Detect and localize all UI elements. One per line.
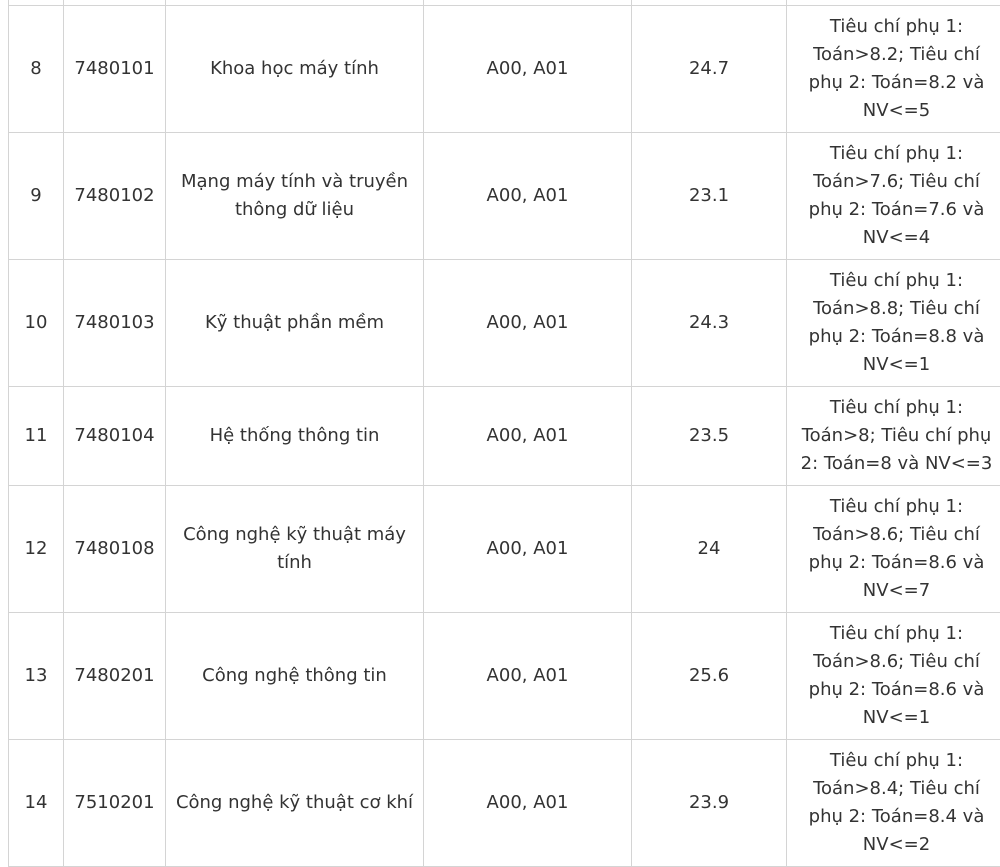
admission-score-cell: 24.7 — [632, 6, 787, 133]
major-code-cell: 7480104 — [64, 387, 166, 486]
criteria-cell: Tiêu chí phụ 1: Toán>8.6; Tiêu chí phụ 2: Toán=8.6 và NV<=1 — [787, 613, 1000, 740]
criteria-cell: Tiêu chí phụ 1: Toán>8.8; Tiêu chí phụ 2: Toán=8.8 và NV<=1 — [787, 260, 1000, 387]
admission-score-cell: 24.3 — [632, 260, 787, 387]
stt-cell: 8 — [9, 6, 64, 133]
table-row — [9, 486, 1000, 613]
major-name-cell: Mạng máy tính và truyền thông dữ liệu — [166, 133, 424, 260]
major-name-cell: Kỹ thuật phần mềm — [166, 260, 424, 387]
subject-combination-cell: A00, A01 — [424, 260, 632, 387]
major-name-cell: Công nghệ kỹ thuật cơ khí — [166, 740, 424, 867]
admission-scores-table — [8, 0, 1000, 867]
subject-combination-cell: A00, A01 — [424, 740, 632, 867]
stt-cell: 14 — [9, 740, 64, 867]
stt-cell: 9 — [9, 133, 64, 260]
stt-cell: 12 — [9, 486, 64, 613]
major-name-cell: Hệ thống thông tin — [166, 387, 424, 486]
subject-combination-cell: A00, A01 — [424, 387, 632, 486]
criteria-cell: Tiêu chí phụ 1: Toán>8.6; Tiêu chí phụ 2: Toán=8.6 và NV<=7 — [787, 486, 1000, 613]
criteria-cell: Tiêu chí phụ 1: Toán>8; Tiêu chí phụ 2: Toán=8 và NV<=3 — [787, 387, 1000, 486]
major-code-cell: 7480102 — [64, 133, 166, 260]
admission-score-cell: 23.5 — [632, 387, 787, 486]
admission-score-cell: 23.1 — [632, 133, 787, 260]
admission-score-cell: 24 — [632, 486, 787, 613]
major-code-cell: 7510201 — [64, 740, 166, 867]
subject-combination-cell: A00, A01 — [424, 6, 632, 133]
admission-score-cell: 23.9 — [632, 740, 787, 867]
subject-combination-cell: A00, A01 — [424, 133, 632, 260]
criteria-cell: Tiêu chí phụ 1: Toán>8.4; Tiêu chí phụ 2: Toán=8.4 và NV<=2 — [787, 740, 1000, 867]
admission-score-cell: 25.6 — [632, 613, 787, 740]
major-name-cell: Khoa học máy tính — [166, 6, 424, 133]
major-name-cell: Công nghệ kỹ thuật máy tính — [166, 486, 424, 613]
table-row — [9, 740, 1000, 867]
table-row — [9, 613, 1000, 740]
criteria-cell: Tiêu chí phụ 1: Toán>8.2; Tiêu chí phụ 2: Toán=8.2 và NV<=5 — [787, 6, 1000, 133]
table-row — [9, 133, 1000, 260]
criteria-cell: Tiêu chí phụ 1: Toán>7.6; Tiêu chí phụ 2: Toán=7.6 và NV<=4 — [787, 133, 1000, 260]
subject-combination-cell: A00, A01 — [424, 486, 632, 613]
major-code-cell: 7480103 — [64, 260, 166, 387]
stt-cell: 10 — [9, 260, 64, 387]
stt-cell: 13 — [9, 613, 64, 740]
major-code-cell: 7480108 — [64, 486, 166, 613]
major-code-cell: 7480201 — [64, 613, 166, 740]
stt-cell: 11 — [9, 387, 64, 486]
major-name-cell: Công nghệ thông tin — [166, 613, 424, 740]
admission-table-container — [8, 0, 1000, 867]
table-row — [9, 260, 1000, 387]
table-row — [9, 6, 1000, 133]
table-row — [9, 387, 1000, 486]
major-code-cell: 7480101 — [64, 6, 166, 133]
subject-combination-cell: A00, A01 — [424, 613, 632, 740]
